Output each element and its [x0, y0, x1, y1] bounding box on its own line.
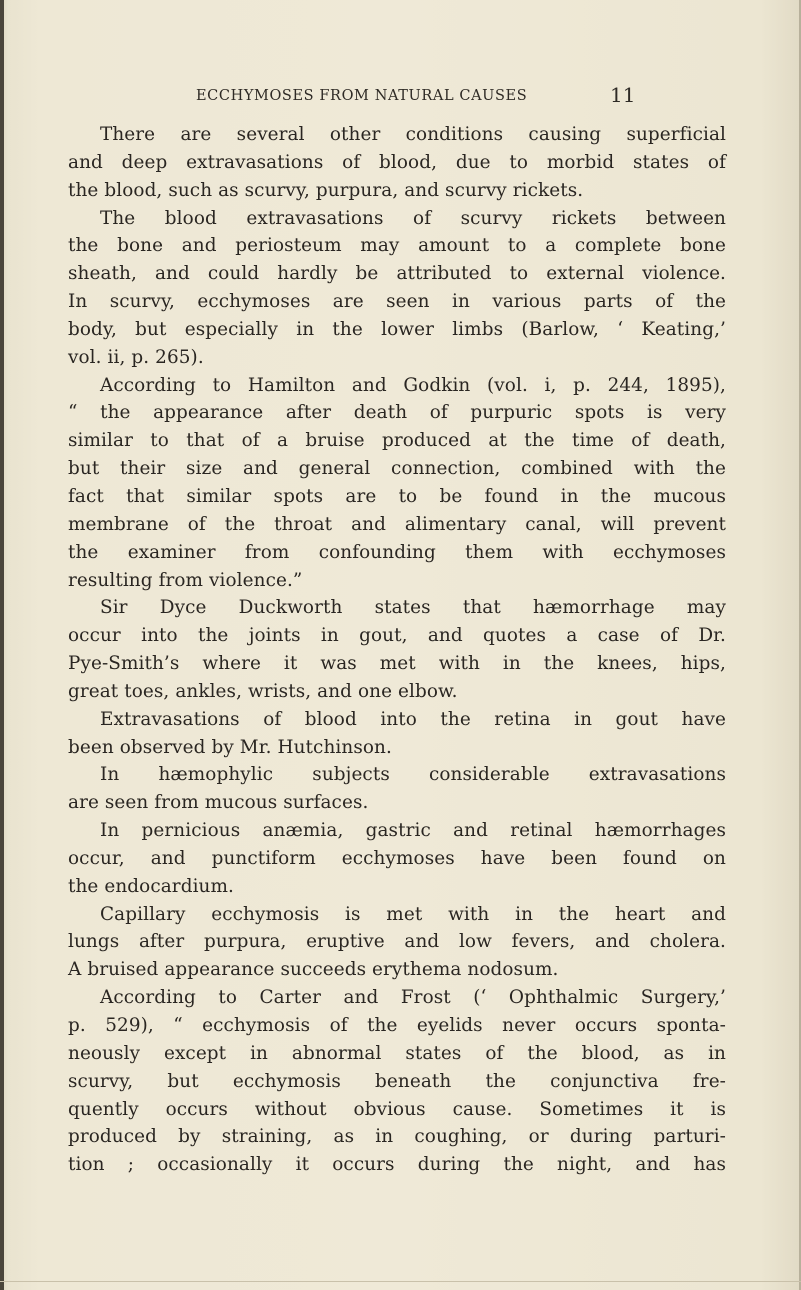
text-line: The blood extravasations of scurvy rickets between — [100, 207, 726, 229]
text-line: According to Hamilton and Godkin (vol. i, p. 244, 1895), — [100, 374, 726, 396]
text-line: been observed by Mr. Hutchinson. — [68, 736, 392, 758]
text-line: There are several other conditions causing superficial — [100, 124, 726, 145]
text-line: “ the appearance after death of purpuric spots is very — [68, 402, 726, 424]
text-line: the blood, such as scurvy, purpura, and scurvy rickets. — [68, 179, 584, 201]
text-line: but their size and general connection, combined with the — [68, 458, 726, 480]
text-line: Extravasations of blood into the retina in gout have — [100, 708, 726, 730]
text-line: According to Carter and Frost (‘ Ophthalmic Surgery,’ — [100, 987, 726, 1009]
text-line: Pye-Smith’s where it was met with in the knees, hips, — [68, 653, 726, 675]
text-line: sheath, and could hardly be attributed to external violence. — [68, 263, 726, 285]
text-line: great toes, ankles, wrists, and one elbow. — [68, 680, 458, 702]
text-line: are seen from mucous surfaces. — [68, 792, 369, 814]
text-line: In pernicious anæmia, gastric and retinal hæmorrhages — [100, 820, 726, 842]
text-line: resulting from violence.” — [68, 569, 303, 591]
text-line: scurvy, but ecchymosis beneath the conjunctiva fre- — [68, 1070, 726, 1092]
text-line: Sir Dyce Duckworth states that hæmorrhage may — [100, 597, 726, 619]
text-line: Capillary ecchymosis is met with in the heart and — [100, 903, 726, 925]
text-line: In hæmophylic subjects considerable extravasations — [100, 764, 726, 786]
page-binding-edge — [0, 0, 4, 1290]
text-line: similar to that of a bruise produced at the time of death, — [68, 430, 726, 452]
text-line: occur into the joints in gout, and quotes a case of Dr. — [68, 625, 726, 647]
body-text — [68, 121, 726, 1179]
text-line: produced by straining, as in coughing, or during parturi- — [68, 1126, 726, 1148]
text-line: fact that similar spots are to be found in the mucous — [68, 485, 726, 507]
text-line: lungs after purpura, eruptive and low fevers, and cholera. — [68, 931, 726, 953]
text-line: the endocardium. — [68, 875, 234, 897]
text-line: neously except in abnormal states of the blood, as in — [68, 1042, 726, 1064]
text-line: p. 529), “ ecchymosis of the eyelids never occurs sponta- — [68, 1015, 726, 1036]
text-line: In scurvy, ecchymoses are seen in various parts of the — [68, 291, 726, 313]
text-line: membrane of the throat and alimentary canal, will prevent — [68, 513, 726, 535]
text-line: the examiner from confounding them with ecchymoses — [68, 541, 726, 563]
page-bottom-edge — [0, 1281, 801, 1282]
text-line: A bruised appearance succeeds erythema nodosum. — [68, 959, 559, 981]
text-line: quently occurs without obvious cause. Sometimes it is — [68, 1098, 726, 1120]
page-number: 11 — [610, 83, 636, 107]
running-head: ECCHYMOSES FROM NATURAL CAUSES — [196, 88, 528, 104]
text-line: the bone and periosteum may amount to a complete bone — [68, 235, 726, 257]
text-line: occur, and punctiform ecchymoses have been found on — [68, 847, 726, 869]
text-line: vol. ii, p. 265). — [68, 346, 204, 368]
text-line: body, but especially in the lower limbs (Barlow, ‘ Keating,’ — [68, 318, 726, 340]
text-line: tion ; occasionally it occurs during the night, and has — [68, 1154, 726, 1176]
text-line: and deep extravasations of blood, due to morbid states of — [68, 151, 726, 173]
